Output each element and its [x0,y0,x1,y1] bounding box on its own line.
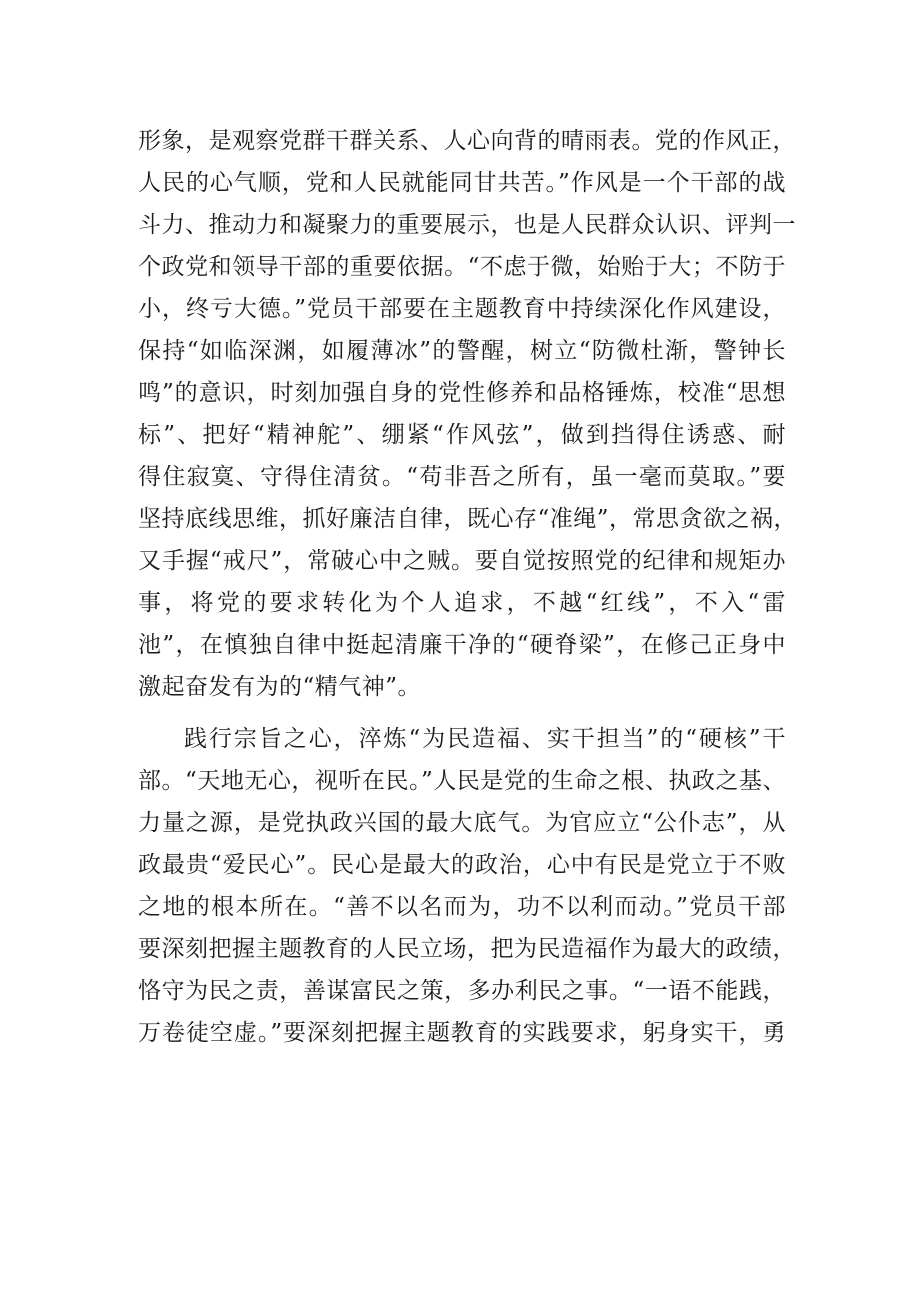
text-line: 践行宗旨之心，淬炼“为民造福、实干担当”的“硬核”干 [184,726,786,752]
text-line: 万卷徒空虚。”要深刻把握主题教育的实践要求，躬身实干，勇 [138,1020,786,1046]
text-line: 人民的心气顺，党和人民就能同甘共苦。”作风是一个干部的战 [138,170,786,196]
text-line: 标”、把好“精神舵”、绷紧“作风弦”，做到挡得住诱惑、耐 [138,422,786,448]
text-line: 斗力、推动力和凝聚力的重要展示，也是人民群众认识、评判一 [138,212,796,238]
text-line: 保持“如临深渊，如履薄冰”的警醒，树立“防微杜渐，警钟长 [138,338,786,364]
text-line: 坚持底线思维，抓好廉洁自律，既心存“准绳”，常思贪欲之祸， [138,506,798,532]
text-line: 部。“天地无心，视听在民。”人民是党的生命之根、执政之基、 [138,768,786,794]
paragraph-spacing [138,708,786,718]
text-line: 政最贵“爱民心”。民心是最大的政治，心中有民是党立于不败 [138,852,786,878]
text-line: 要深刻把握主题教育的人民立场，把为民造福作为最大的政绩， [138,936,796,962]
text-line: 个政党和领导干部的重要依据。“不虑于微，始贻于大；不防于 [138,254,786,280]
paragraph-2 [138,718,796,1054]
text-line: 力量之源，是党执政兴国的最大底气。为官应立“公仆志”，从 [138,810,786,836]
text-line: 小，终亏大德。”党员干部要在主题教育中持续深化作风建设， [138,296,786,322]
text-line: 得住寂寞、守得住清贫。“苟非吾之所有，虽一毫而莫取。”要 [138,464,786,490]
text-line: 形象，是观察党群干群关系、人心向背的晴雨表。党的作风正， [138,128,796,154]
text-line: 又手握“戒尺”，常破心中之贼。要自觉按照党的纪律和规矩办 [138,548,786,574]
text-line: 鸣”的意识，时刻加强自身的党性修养和品格锤炼，校准“思想 [138,380,786,406]
text-line: 激起奋发有为的“精气神”。 [138,674,422,700]
paragraph-1 [138,120,798,708]
text-line: 恪守为民之责，善谋富民之策，多办利民之事。“一语不能践， [138,978,786,1004]
text-line: 池”，在慎独自律中挺起清廉干净的“硬脊梁”，在修己正身中 [138,632,786,658]
text-line: 之地的根本所在。“善不以名而为，功不以利而动。”党员干部 [138,894,786,920]
body-text [138,120,798,1054]
text-line: 事，将党的要求转化为个人追求，不越“红线”，不入“雷 [138,590,786,616]
